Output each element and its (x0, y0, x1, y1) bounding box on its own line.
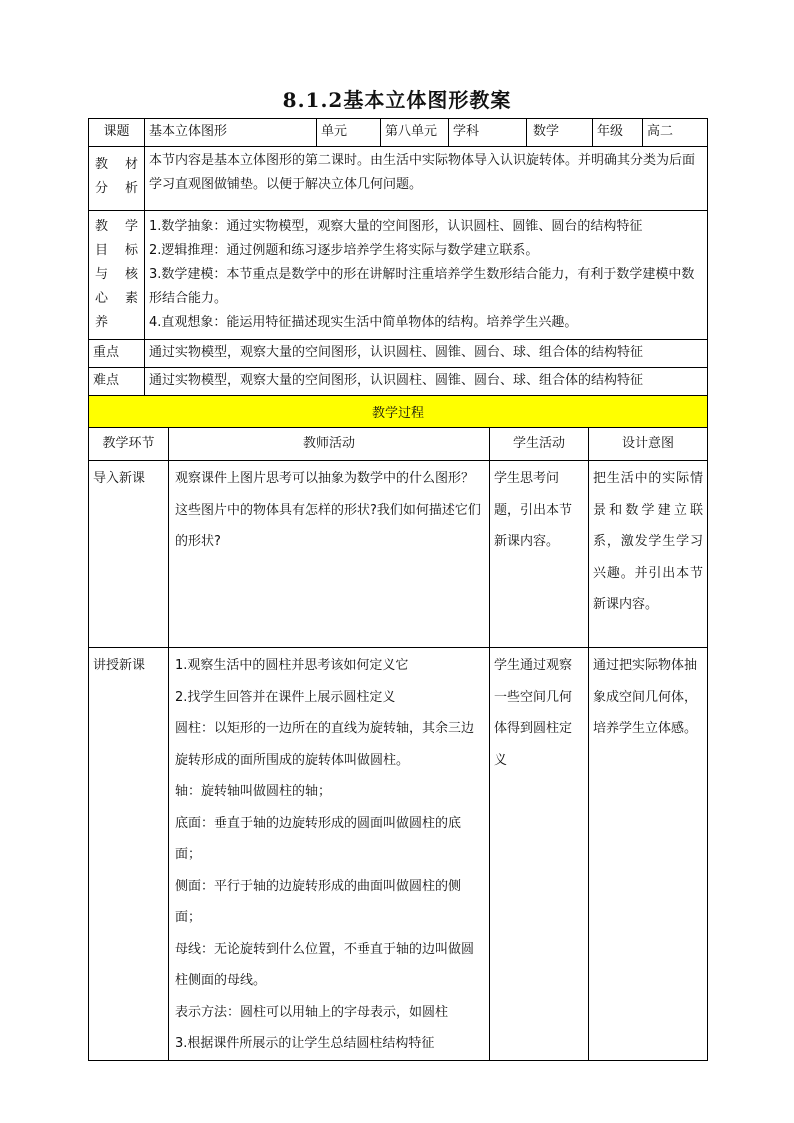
goal-item: 3.数学建模：本节重点是数学中的形在讲解时注重培养学生数形结合能力，有利于数学建模中数形结合能力。 (149, 267, 695, 306)
column-header-student: 学生活动 (490, 428, 589, 461)
difficulty-row (89, 368, 708, 396)
grade-value: 高二 (643, 119, 708, 147)
teacher-step: 圆柱：以矩形的一边所在的直线为旋转轴，其余三边旋转形成的面所围成的旋转体叫做圆柱。 (175, 721, 475, 768)
teacher-step: 母线：无论旋转到什么位置，不垂直于轴的边叫做圆柱侧面的母线。 (175, 941, 475, 988)
column-header-teacher: 教师活动 (169, 428, 490, 461)
teacher-activity-cell (169, 648, 490, 1061)
column-header-stage: 教学环节 (89, 428, 169, 461)
topic-row (89, 119, 708, 147)
key-point-row (89, 340, 708, 368)
process-row-intro (89, 461, 708, 648)
column-header-intent: 设计意图 (589, 428, 708, 461)
teacher-step: 侧面：平行于轴的边旋转形成的曲面叫做圆柱的侧面； (175, 878, 462, 925)
goals-list (145, 211, 708, 340)
student-activity-cell: 学生通过观察一些空间几何体得到圆柱定义 (490, 648, 589, 1061)
teacher-step: 表示方法：圆柱可以用轴上的字母表示，如圆柱 (175, 1004, 449, 1020)
goals-row (89, 211, 708, 340)
process-columns-row (89, 428, 708, 461)
teacher-step: 2.找学生回答并在课件上展示圆柱定义 (175, 689, 396, 705)
document-title: 8.1.2基本立体图形教案 (282, 88, 512, 112)
grade-label: 年级 (593, 119, 643, 147)
stage-cell: 讲授新课 (89, 648, 169, 1061)
process-row-teach (89, 648, 708, 1061)
analysis-row (89, 147, 708, 211)
teacher-step: 1.观察生活中的圆柱并思考该如何定义它 (175, 658, 409, 673)
subject-label: 学科 (449, 119, 527, 147)
analysis-label: 教 材 分 析 (89, 147, 145, 211)
goal-item: 2.逻辑推理：通过例题和练习逐步培养学生将实际与数学建立联系。 (149, 243, 539, 258)
goals-label: 教 学 目 标 与 核 心 素 养 (89, 211, 145, 340)
teaching-process-table (88, 395, 708, 1061)
teacher-step: 轴：旋转轴叫做圆柱的轴； (175, 784, 332, 799)
difficulty-text: 通过实物模型，观察大量的空间图形，认识圆柱、圆锥、圆台、球、组合体的结构特征 (145, 368, 708, 396)
teacher-step: 3.根据课件所展示的让学生总结圆柱结构特征 (175, 1036, 435, 1051)
key-point-text: 通过实物模型，观察大量的空间图形，认识圆柱、圆锥、圆台、球、组合体的结构特征 (145, 340, 708, 368)
teacher-step: 底面：垂直于轴的边旋转形成的圆面叫做圆柱的底面； (175, 815, 462, 862)
topic-value: 基本立体图形 (145, 119, 317, 147)
goal-item: 1.数学抽象：通过实物模型，观察大量的空间图形，认识圆柱、圆锥、圆台的结构特征 (149, 219, 643, 234)
student-activity-cell: 学生思考问题，引出本节新课内容。 (490, 461, 589, 648)
design-intent-cell: 通过把实际物体抽象成空间几何体，培养学生立体感。 (589, 648, 708, 1061)
design-intent-cell: 把生活中的实际情景和数学建立联系，激发学生学习兴趣。并引出本节新课内容。 (589, 461, 708, 648)
process-header: 教学过程 (89, 396, 708, 428)
subject-value: 数学 (527, 119, 593, 147)
stage-cell: 导入新课 (89, 461, 169, 648)
lesson-info-table (88, 118, 708, 396)
goal-item: 4.直观想象：能运用特征描述现实生活中简单物体的结构。培养学生兴趣。 (149, 315, 578, 330)
unit-value: 第八单元 (381, 119, 449, 147)
key-point-label: 重点 (89, 340, 145, 368)
difficulty-label: 难点 (89, 368, 145, 396)
process-header-row (89, 396, 708, 428)
analysis-text: 本节内容是基本立体图形的第二课时。由生活中实际物体导入认识旋转体。并明确其分类为后面学习直观图做铺垫。以便于解决立体几何问题。 (145, 147, 708, 211)
unit-label: 单元 (317, 119, 381, 147)
topic-label: 课题 (89, 119, 145, 147)
teacher-activity-cell: 观察课件上图片思考可以抽象为数学中的什么图形？这些图片中的物体具有怎样的形状?我们如何描述它们的形状? (169, 461, 490, 648)
